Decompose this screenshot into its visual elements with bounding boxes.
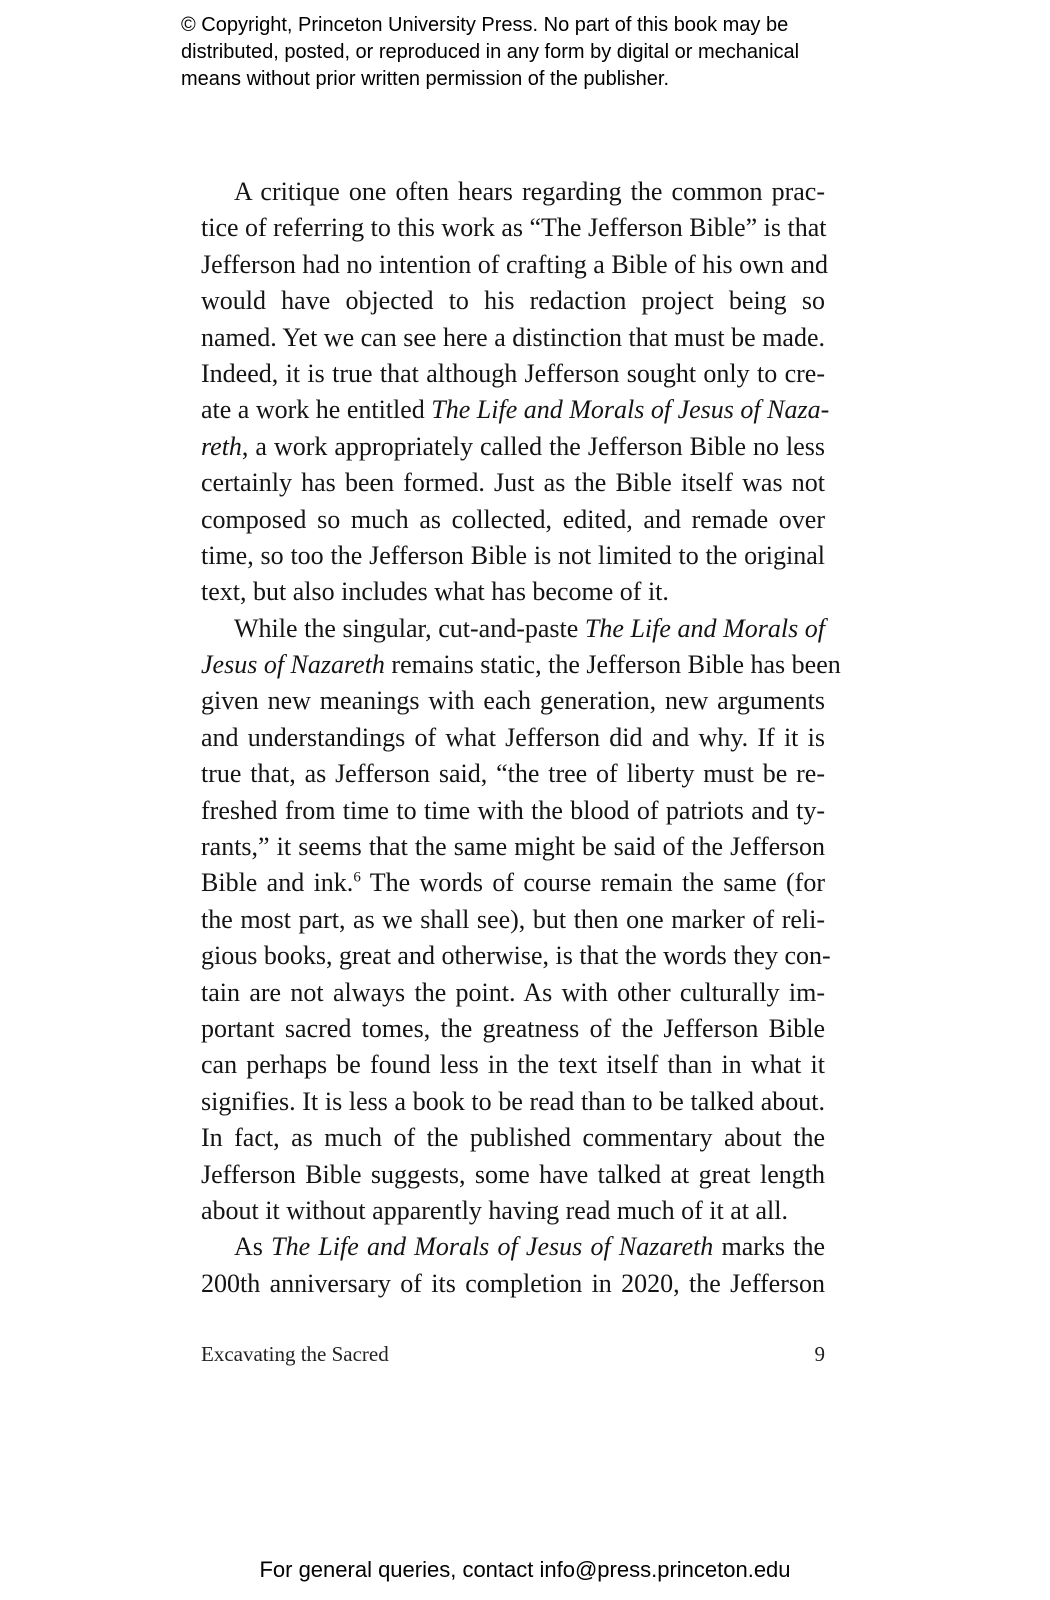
text-line [201,465,825,501]
line-text: marks the [713,1232,825,1262]
line-text: As [234,1232,272,1262]
copyright-line: distributed, posted, or reproduced in any form by digital or mechanical [181,41,800,63]
line-text: time, so too the Jefferson Bible is not limited to the original [201,540,825,570]
text-line [201,938,831,974]
section-title: Excavating the Sacred [201,1342,389,1366]
line-text: certainly has been formed. Just as the Bible itself was not [201,468,825,498]
italic-title-text: The Life and Morals of [584,613,825,643]
text-line [201,683,825,719]
line-text: In fact, as much of the published commentary about the [201,1123,825,1153]
body-text [201,174,841,1302]
text-line [201,574,825,610]
text-line [201,429,825,465]
line-text: and understandings of what Jefferson did and why. If it is [201,722,825,752]
line-text: Jefferson Bible suggests, some have talked at great length [201,1159,825,1189]
italic-title-text: The Life and Morals of Jesus of Naza- [431,395,830,425]
line-text: tice of referring to this work as “The Jefferson Bible” is that [201,213,827,243]
text-line [201,1011,825,1047]
italic-title-text: Jesus of Nazareth [201,650,385,680]
line-text: Bible and ink. [201,868,354,898]
line-text: the most part, as we shall see), but then one marker of reli- [201,904,825,934]
text-line [201,793,825,829]
text-line [201,720,825,756]
line-text: would have objected to his redaction project being so [201,286,825,316]
text-line [201,1084,825,1120]
line-text: portant sacred tomes, the greatness of the Jefferson Bible [201,1013,825,1043]
text-line [201,538,825,574]
italic-title-text: The Life and Morals of Jesus of Nazareth [271,1232,714,1262]
page-number: 9 [814,1342,825,1366]
line-text: can perhaps be found less in the text itself than in what it [201,1050,825,1080]
copyright-line: © Copyright, Princeton University Press. No part of this book may be [181,14,789,36]
text-line [201,647,841,683]
text-line [201,1193,825,1229]
line-text: 200th anniversary of its completion in 2020, the Jefferson [201,1268,825,1298]
text-line [201,174,825,210]
text-line [201,356,825,392]
text-line [201,1266,825,1302]
text-line [201,392,830,428]
text-line [201,829,825,865]
line-text: rants,” it seems that the same might be said of the Jefferson [201,832,825,862]
italic-title-text: reth [201,431,242,461]
copyright-notice [181,12,901,93]
text-line [201,975,825,1011]
line-text: The words of course remain the same (for [360,868,826,898]
copyright-line: means without prior written permission of the publisher. [181,68,670,90]
line-text: true that, as Jefferson said, “the tree of liberty must be re- [201,759,825,789]
line-text: signifies. It is less a book to be read than to be talked about. [201,1086,825,1116]
text-line [201,247,828,283]
text-line [201,756,825,792]
line-text: named. Yet we can see here a distinction that must be made. [201,322,825,352]
text-line [201,902,825,938]
line-text: gious books, great and otherwise, is that the words they con- [201,941,831,971]
contact-footer: For general queries, contact info@press.princeton.edu [259,1557,791,1582]
text-line [201,1229,825,1265]
line-text: given new meanings with each generation, new arguments [201,686,825,716]
line-text: composed so much as collected, edited, and remade over [201,504,825,534]
text-line [201,210,825,246]
text-line [201,1120,825,1156]
text-line [201,283,825,319]
line-text: Jefferson had no intention of crafting a Bible of his own and [201,249,828,279]
running-footer [201,1342,825,1367]
text-line [201,865,825,901]
line-text: freshed from time to time with the blood of patriots and ty- [201,795,825,825]
footnote-marker: 6 [353,869,361,886]
line-text: text, but also includes what has become of it. [201,577,669,607]
text-line [201,320,825,356]
line-text: While the singular, cut-and-paste [234,613,585,643]
line-text: Indeed, it is true that although Jefferson sought only to cre- [201,358,825,388]
line-text: A critique one often hears regarding the common prac- [234,177,825,206]
line-text: tain are not always the point. As with other culturally im- [201,977,825,1007]
line-text: ate a work he entitled [201,395,432,425]
line-text: remains static, the Jefferson Bible has been [384,650,841,680]
line-text: , a work appropriately called the Jefferson Bible no less [241,431,825,461]
line-text: about it without apparently having read much of it at all. [201,1195,789,1225]
text-line [201,502,825,538]
text-line [201,1047,825,1083]
text-line [201,1157,825,1193]
text-line [201,611,825,647]
